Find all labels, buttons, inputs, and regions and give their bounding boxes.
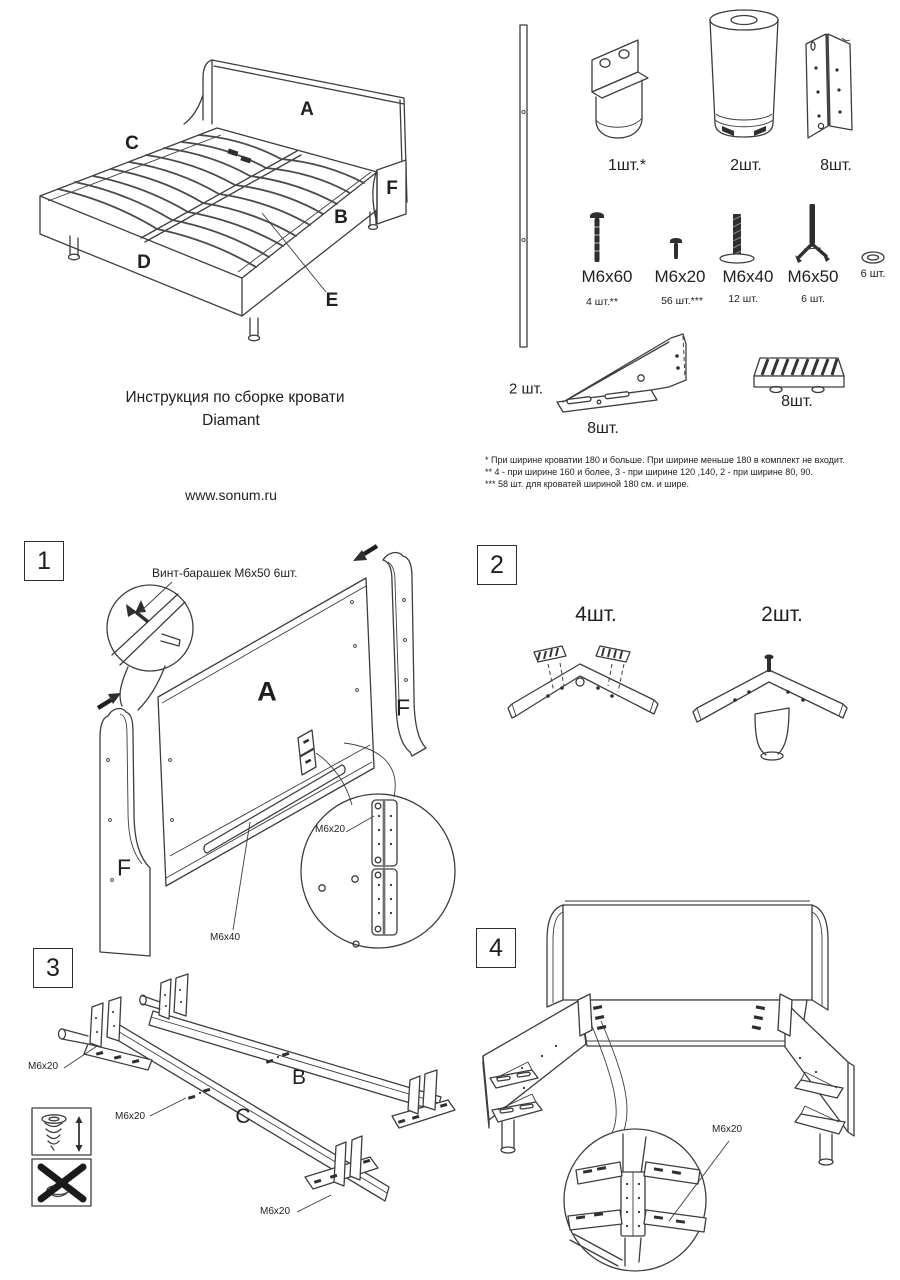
- bolt-m6x20-qty: 56 шт.***: [661, 295, 703, 307]
- step2-right-bracket-leg-drawing: [693, 655, 847, 761]
- triangle-bracket-qty: 8шт.: [587, 420, 619, 437]
- part-center-support-bar: [520, 25, 527, 347]
- bed-overview-drawing: [40, 60, 407, 341]
- part-bracket-leg: [592, 40, 648, 138]
- bolt-m6x50-qty: 6 шт.: [801, 293, 825, 305]
- part-glide-pad: [754, 358, 844, 393]
- step3-number: 3: [46, 953, 60, 982]
- wing-screw-note: Винт-барашек М6х50 6шт.: [152, 566, 298, 580]
- step3-m6x20-mid: M6x20: [115, 1111, 146, 1122]
- arrow-icon: [353, 546, 377, 561]
- step3-number-box: [33, 948, 73, 988]
- magnifier-circle: [107, 585, 193, 671]
- cylinder-leg-qty: 2шт.: [730, 157, 762, 174]
- bolt-m6x50-label: M6x50: [787, 267, 839, 286]
- step1-m6x20-label: M6x20: [315, 824, 346, 835]
- page-title-line1: Инструкция по сборке кровати: [125, 389, 345, 406]
- step3-m6x20-bottom: M6x20: [260, 1206, 291, 1217]
- pad-glyph: [534, 646, 630, 662]
- footnote-2: ** 4 - при ширине 160 и более, 3 - при ширине 120 ,140, 2 - при ширине 80, 90.: [485, 467, 813, 477]
- glide-pad-qty: 8шт.: [781, 393, 813, 410]
- bolt-m6x40-qty: 12 шт.: [728, 293, 758, 305]
- step1-number: 1: [37, 546, 51, 575]
- step2-number: 2: [490, 550, 504, 579]
- no-power-tool-warning-icon: [32, 1159, 91, 1206]
- bolt-m6x60-drawing: [590, 212, 604, 262]
- overview-label-f: F: [386, 178, 398, 199]
- bolt-m6x20-drawing: [670, 238, 682, 259]
- overview-label-c: C: [125, 133, 139, 154]
- step1-number-box: [24, 541, 64, 581]
- part-corner-bracket: [806, 34, 852, 138]
- bracket-leg-qty: 1шт.*: [608, 157, 646, 174]
- step2-left-qty: 4шт.: [575, 603, 617, 626]
- overview-label-a: A: [300, 99, 314, 120]
- overview-label-d: D: [137, 252, 151, 273]
- step1-m6x40-label: M6x40: [210, 932, 241, 943]
- part-triangle-bracket: [557, 334, 686, 412]
- step4-number-box: [476, 928, 516, 968]
- bolt-m6x60-qty: 4 шт.**: [586, 296, 618, 308]
- step2-number-box: [477, 545, 517, 585]
- step3-label-c: C: [235, 1105, 251, 1128]
- footnote-1: * При ширине кроватии 180 и больше. При ширине меньше 180 в комплект не входит.: [485, 455, 845, 465]
- bolt-m6x40-label: M6x40: [722, 267, 774, 286]
- support-bar-qty: 2 шт.: [509, 380, 543, 398]
- screw-depth-warning-icon: [32, 1108, 91, 1155]
- bolt-m6x50-wing-drawing: [795, 204, 830, 263]
- washer-drawing: [862, 252, 884, 263]
- step2-left-bracket-drawing: [508, 646, 658, 718]
- bolt-m6x40-drawing: [720, 214, 754, 263]
- step1-drawing: [98, 546, 455, 956]
- page-title-line2: Diamant: [202, 412, 260, 429]
- step4-m6x20-label: M6x20: [712, 1124, 743, 1135]
- step3-drawing: [32, 974, 455, 1212]
- overview-label-e: E: [325, 290, 339, 311]
- step3-m6x20-left: M6x20: [28, 1061, 59, 1072]
- bolt-m6x60-label: M6x60: [581, 267, 633, 286]
- corner-bracket-qty: 8шт.: [820, 157, 852, 174]
- footnote-3: *** 58 шт. для кроватей шириной 180 см. и шире.: [485, 479, 690, 489]
- overview-label-b: B: [334, 207, 348, 228]
- part-cylinder-leg: [710, 10, 778, 137]
- bolt-m6x20-label: M6x20: [654, 267, 706, 286]
- website-text: www.sonum.ru: [185, 487, 277, 503]
- washer-qty: 6 шт.: [860, 268, 886, 280]
- step4-drawing: [483, 901, 854, 1271]
- arrow-icon: [98, 693, 121, 708]
- step4-number: 4: [489, 933, 503, 962]
- step2-right-qty: 2шт.: [761, 603, 803, 626]
- step1-label-f-left: F: [116, 854, 132, 881]
- step1-label-a: A: [257, 676, 277, 707]
- step1-label-f-right: F: [395, 694, 411, 721]
- step3-label-b: B: [291, 1066, 307, 1089]
